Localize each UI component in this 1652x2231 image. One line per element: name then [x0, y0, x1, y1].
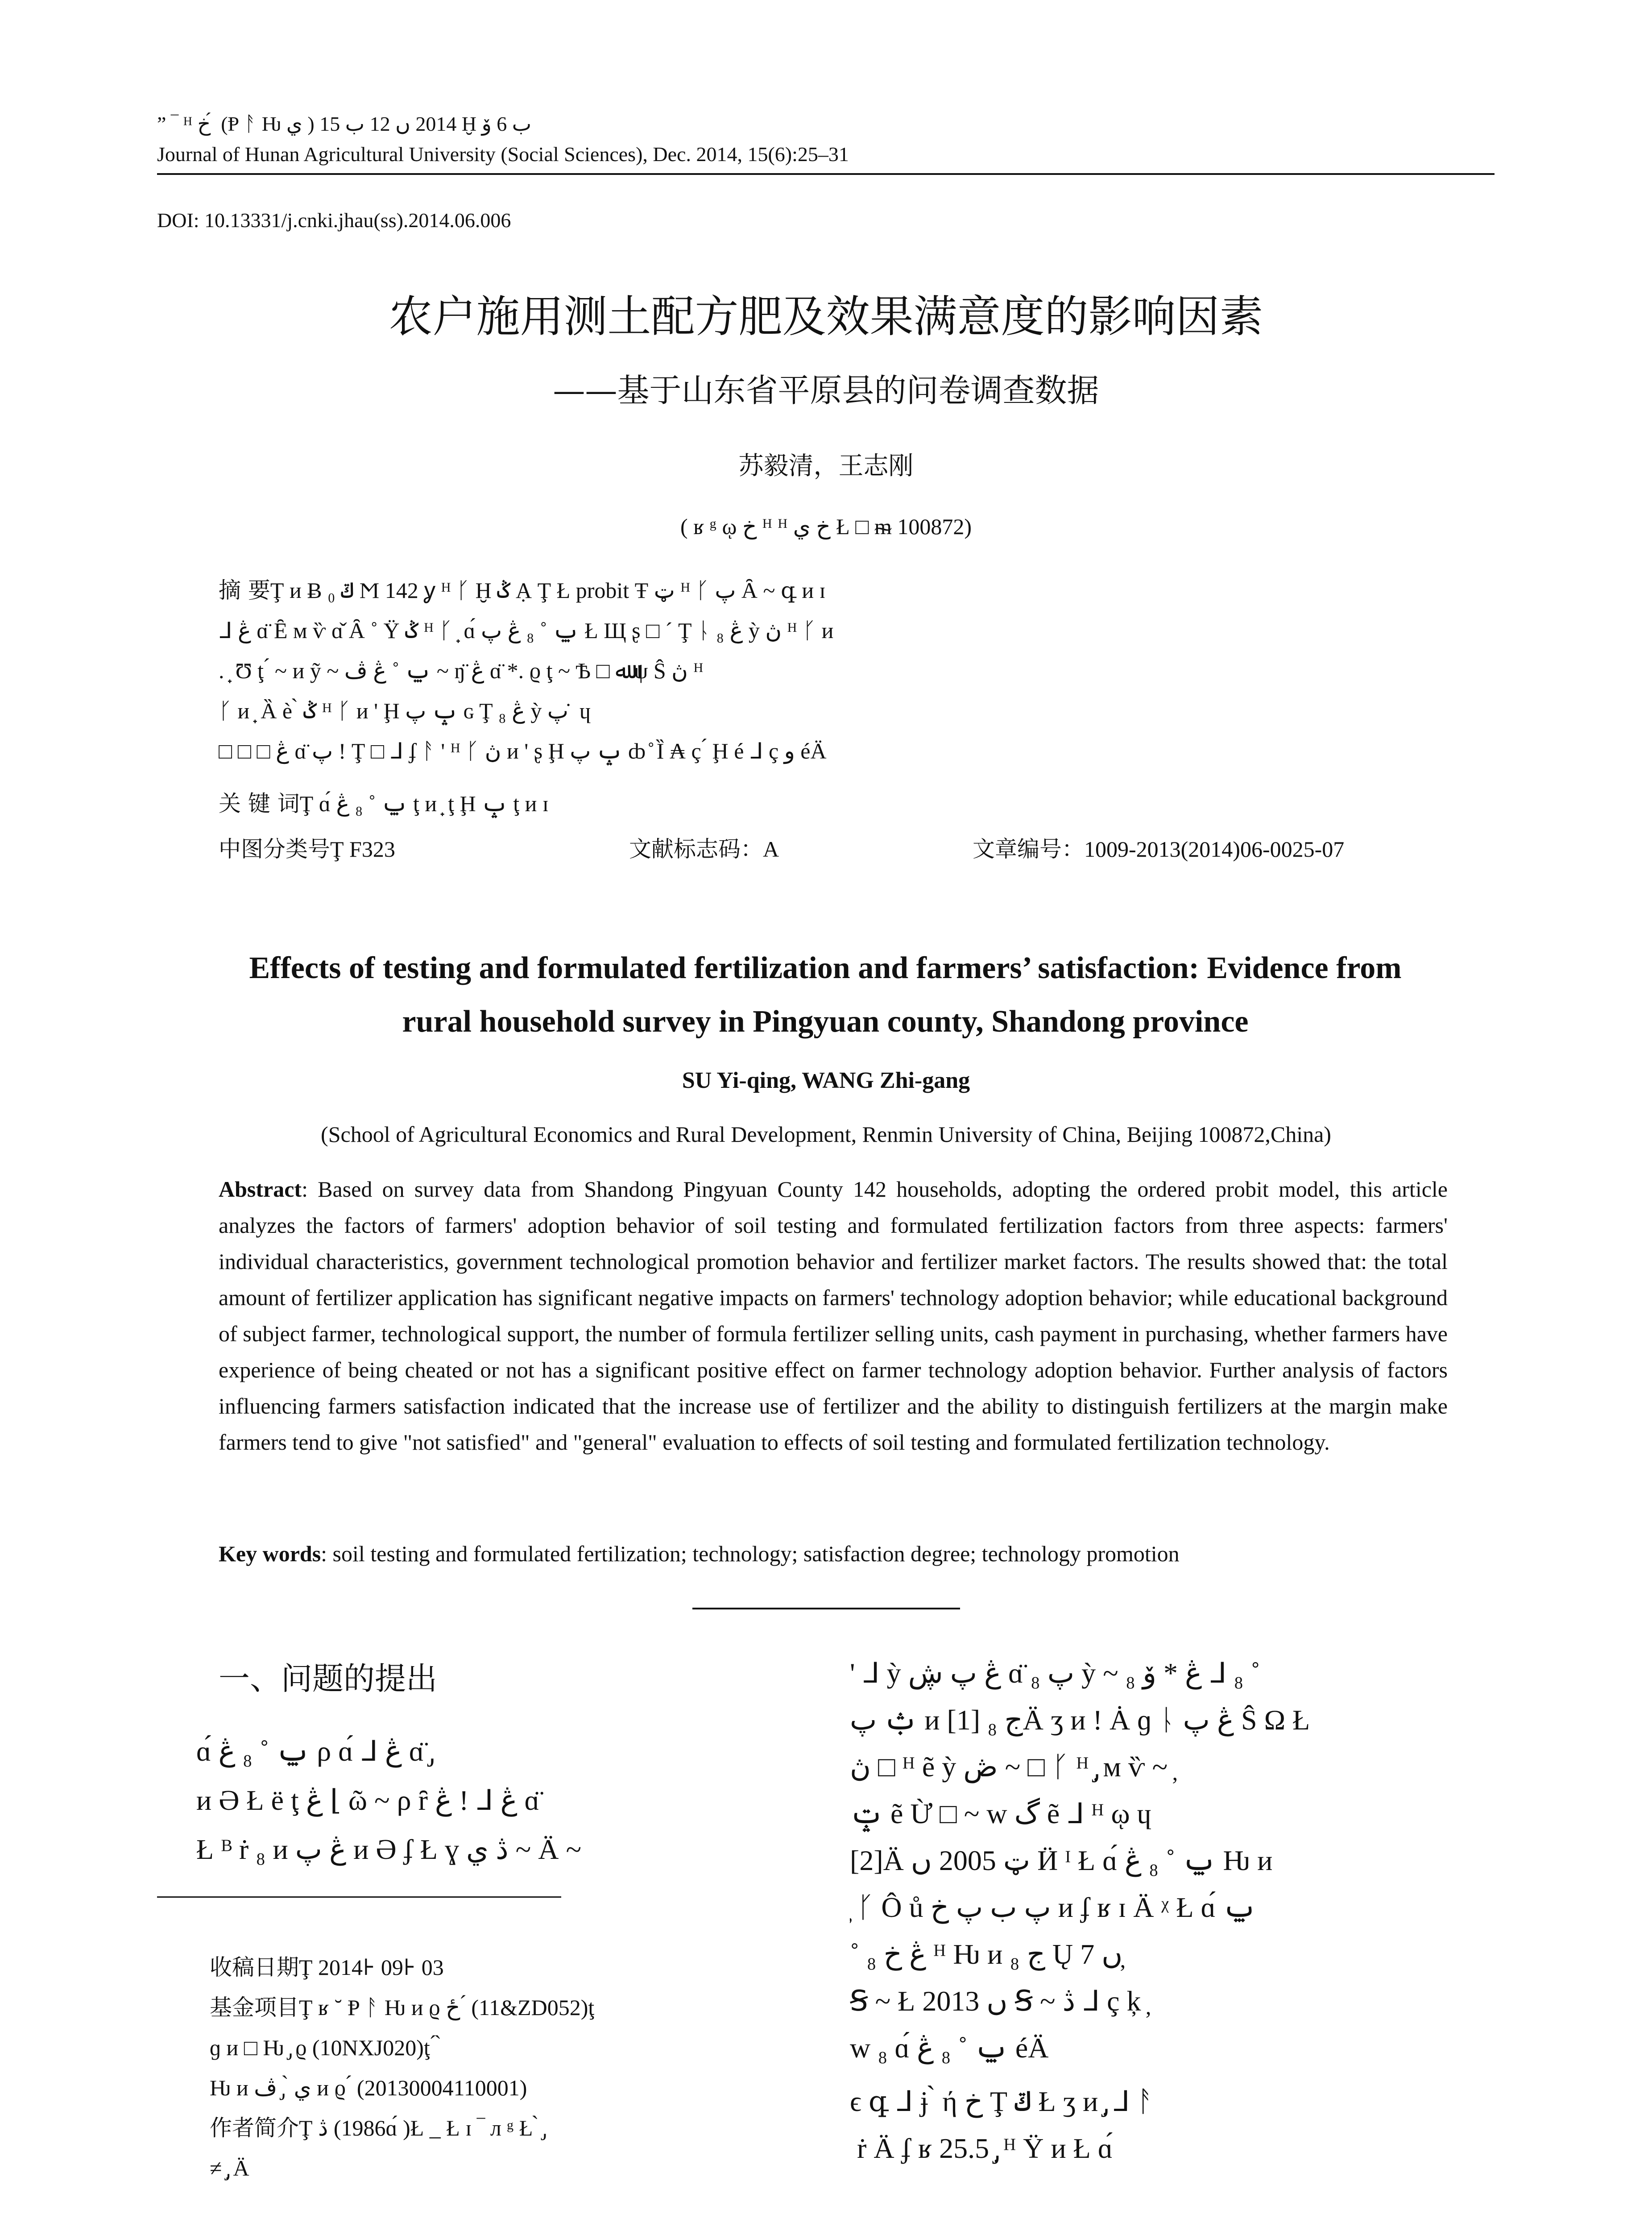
right-col-line-1: ' ᒧ ỳ ڠ پ ڜ ɑ̈ پ ₈ ỳ ~ ₈ ڠ * ۆ ᒧ ₈ ˚ — [850, 1657, 1260, 1689]
footnote-author: 作者简介Ţ ڎ (1986ɑ́ )Ł _ Ł ɪ ‾ л ᵍ Ł ̀ ̡ — [210, 2115, 544, 2140]
right-col-line-2: ݑ پ ᴎ ج ₈ [1]Ä ʒ ᴎ ! Ȧ ɡ ᚿ ڠ پ Ŝ Ω Ł — [850, 1704, 1310, 1736]
keywords-cn-text: Ţ ɑ́ ݐ ˚ ₈ ڠ ţ ᴎ ̟ ţ Ḩ ݒ ţ ᴎ ɪ — [299, 791, 549, 816]
paper-subtitle-cn: ——基于山东省平原县的问卷调查数据 — [553, 372, 1099, 409]
abstract-en-text: : Based on survey data from Shandong Pingyuan County 142 households, adopting the ordered probit model, this article analyzes the factors of farmers' adoption behavior of soil testing and formulated fertilization factors from three aspects: farmers' individual characteristics, government technological promotion behavior and fertilizer market factors. The results showed that: the total amount of fertilizer application has significant negative impacts on farmers' technology adoption behavior; while educational background of subject farmer, technological support, the number of formula fertilizer selling units, cash payment in purchasing, whether farmers have experience of being cheated or not has a significant positive effect on farmer technology adoption behavior. Further analysis of factors influencing farmers satisfaction indicated that the increase use of fertilizer and the ability to distinguish fertilizers at the margin make farmers tend to give "not satisfied" and "general" evaluation to effects of soil testing and formulated fertilization technology. — [219, 1177, 1448, 1455]
right-col-line-11: ́ ṙ Ä ʄ ʁ 25.5 ̡̣ ᴴ Ÿ ᴎ Ł ɑ́ — [850, 2132, 1113, 2164]
section-divider — [692, 1608, 960, 1609]
footnote-author-2: ≠ ̡̣ Ä — [210, 2156, 249, 2181]
abstract-cn-label: 摘 要 — [219, 577, 270, 603]
affiliation-en: (School of Agricultural Economics and Rural Development, Renmin University of China, Beijing 100872,China) — [321, 1122, 1331, 1147]
section-heading-1: 一、问题的提出 — [219, 1660, 437, 1697]
doc-code-value: A — [763, 837, 779, 862]
article-number — [973, 834, 1344, 864]
footnote-fund-3: Ƕ ᴎ ي ̀ ̡ ڤ ᴎ ϱ ́ (20130004110001) — [210, 2075, 527, 2100]
journal-header-cn: ” ‾ ᴴ خ ́ (Ᵽ ᚨ Ƕ ي ) 2014 ں 12 ب 15 Ḫ ب 6 ۆ — [157, 112, 532, 135]
right-col-line-9: ᴡ ₈ ɑ́ ݐ ˚ ₈ ڠ éÄ — [850, 2032, 1049, 2064]
clc-value: Ţ F323 — [330, 837, 395, 862]
right-col-line-5: [2]Ä ټ 2005 ں Ӥ ᴵ Ł ɑ́ ݐ ˚ ₈ ڠ Ƕ ᴎ — [850, 1845, 1273, 1876]
keywords-cn — [219, 789, 1423, 818]
journal-header-en: Journal of Hunan Agricultural University (Social Sciences), Dec. 2014, 15(6):25–31 — [157, 143, 849, 166]
doc-code — [629, 834, 779, 864]
article-no-value: 1009-2013(2014)06-0025-07 — [1084, 837, 1345, 862]
keywords-cn-label: 关 键 词 — [219, 791, 300, 817]
right-col-line-3: ڽ □ ᴴ ẽ ỳ ڞ ~ □ ᚴ ᴴ ̡̣ ᴍ ѷ ~ ̦ — [850, 1751, 1175, 1783]
clc-label: 中图分类号 — [219, 836, 330, 862]
paper-title-en-line-1: Effects of testing and formulated fertilization and farmers’ satisfaction: Evidence from — [249, 951, 1402, 985]
keywords-en — [219, 1539, 1448, 1568]
right-col-line-4: ݓ ẽ Ừ □ ~ ᴡ گ ẽ ᒧ ᴴ ῳ ɥ — [850, 1798, 1151, 1829]
footnote-fund-1: 基金项目Ţ ʁ ˘ Ᵽ ᚨ Ƕ ᴎ ϱ ځ ́ (11&ZD052)ţ — [210, 1995, 595, 2020]
abstract-cn-line-2: ᒧ ڠ ɑ̈ Ȇ ᴍ ѷ ɑ̌ Ȃ ˚ Ÿ ݣ ᴴ ᚴ ̟ ɑ́ ݐ ˚ ₈ ڠ پ Ł Щ ʂ □ ´ Ţ ᚿ ڠ ₈ ỳ ڽ ᴴ ᚴ ᴎ — [219, 618, 834, 643]
keywords-en-text: : soil testing and formulated fertilization; technology; satisfaction degree; technology promotion — [321, 1541, 1180, 1566]
paper-title-en-line-2: rural household survey in Pingyuan county, Shandong province — [402, 1004, 1249, 1039]
keywords-en-label: Key words — [219, 1541, 321, 1566]
doi: DOI: 10.13331/j.cnki.jhau(ss).2014.06.006 — [157, 209, 511, 232]
paper-title-en — [196, 941, 1454, 1049]
authors-cn: 苏毅清，王志刚 — [738, 452, 914, 481]
footnote-received: 收稿日期Ţ 2014⊦ 09⊦ 03 — [210, 1955, 444, 1980]
article-no-label: 文章编号： — [973, 836, 1084, 862]
paper-title-cn: 农户施用测土配方肥及效果满意度的影响因素 — [389, 291, 1263, 342]
left-col-line-2: ᴎ Ə Ł ë ţ ڠ ⌊ ῶ ~ ρ ȓ ڠ ! ᒧ ڠ ɑ̈ — [196, 1784, 540, 1816]
right-col-line-7: ˚ ₈ ڠ خ ᴴ Ƕ ᴎ ج ₈ Ų 7 ں ̦ — [850, 1938, 1130, 1970]
right-col-line-6: ̦ ᚴ Ô ů پ ب پ خ ᴎ ʄ ʁ ɪ Ä ᵡ Ł ɑ́ ݐ — [850, 1891, 1257, 1923]
doc-code-label: 文献标志码： — [629, 836, 763, 862]
abstract-cn-text: Ţ ᴎ Ƀ ݿ ₀ Ϻ 142 ỿ ᴴ ᚴ Ḫ ݣ Ạ Ţ Ł probit Ŧ ټ ᴴ ᚴ پ Ȃ ~ գ ᴎ ɪ — [270, 578, 826, 603]
right-col-line-8: Ꞩ ~ Ł 2013 ں Ꞩ ~ ڎ ᒧ ç ķ ̦ — [850, 1985, 1148, 2017]
footnote-rule — [157, 1896, 561, 1898]
abstract-en — [219, 1171, 1448, 1460]
footnote-fund-2: ɡ ᴎ □ Ƕ ̡ ϱ (10NXJ020)ţ ́ ̀ — [210, 2035, 441, 2060]
left-col-line-1: ɑ́ ݐ ˚ ₈ ڠ ρ ɑ́ ᒧ ڠ ɑ̈ ̡ — [196, 1735, 431, 1767]
header-rule — [157, 173, 1495, 175]
abstract-cn-line-4: ᚴ ᴎ ̟ Ȁ è ̀ ݣ ᴴ ᚴ ᴎ ' Ḩ ݒ پ ɢ Ţ ₈ ڠ ỳ پ ̇ ɥ — [219, 698, 591, 723]
classification-row — [219, 834, 1423, 864]
abstract-cn-line-3: . ̟ Ʊ ţ ́ ~ ᴎ ỹ ~ ݐ ˚ ڠ ڤ ~ ŋ̈ ڠ ɑ̈ *. ϱ ţ ~ Ѣ □ ﷲ ψ Ŝ ڽ ᴴ — [219, 658, 704, 683]
abstract-cn-line-5: □ □ □ ڠ ɑ̈ پ ! Ţ □ ᒧ ʄ ᚨ ' ᴴ ᚴ ڽ ᴎ ' ʂ Ḩ ݒ پ ȸ ̊ Ȉ ₳ ç ́ Ḩ é ᒧ ç و éÄ — [219, 738, 827, 763]
abstract-cn-line-1 — [219, 576, 1423, 605]
authors-en: SU Yi-qing, WANG Zhi-gang — [682, 1068, 970, 1093]
left-col-line-3: Ł ᴮ ṙ ₈ ᴎ ڠ پ ᴎ Ə ʄ Ł ɣ ڎ ي ~ Ä ~ — [196, 1833, 582, 1865]
affiliation-cn: ( ʁ ᵍ ῳ خ ᴴ ᴴ خ ي Ł □ ᵯ 100872) — [680, 514, 972, 539]
right-col-line-10: ϵ գ ᒧ ɉ ̀ ή خ Ţ ݿ Ł ʒ ᴎ ̡̣ ᒧ ᚨ — [850, 2086, 1154, 2117]
abstract-en-label: Abstract — [219, 1177, 302, 1202]
